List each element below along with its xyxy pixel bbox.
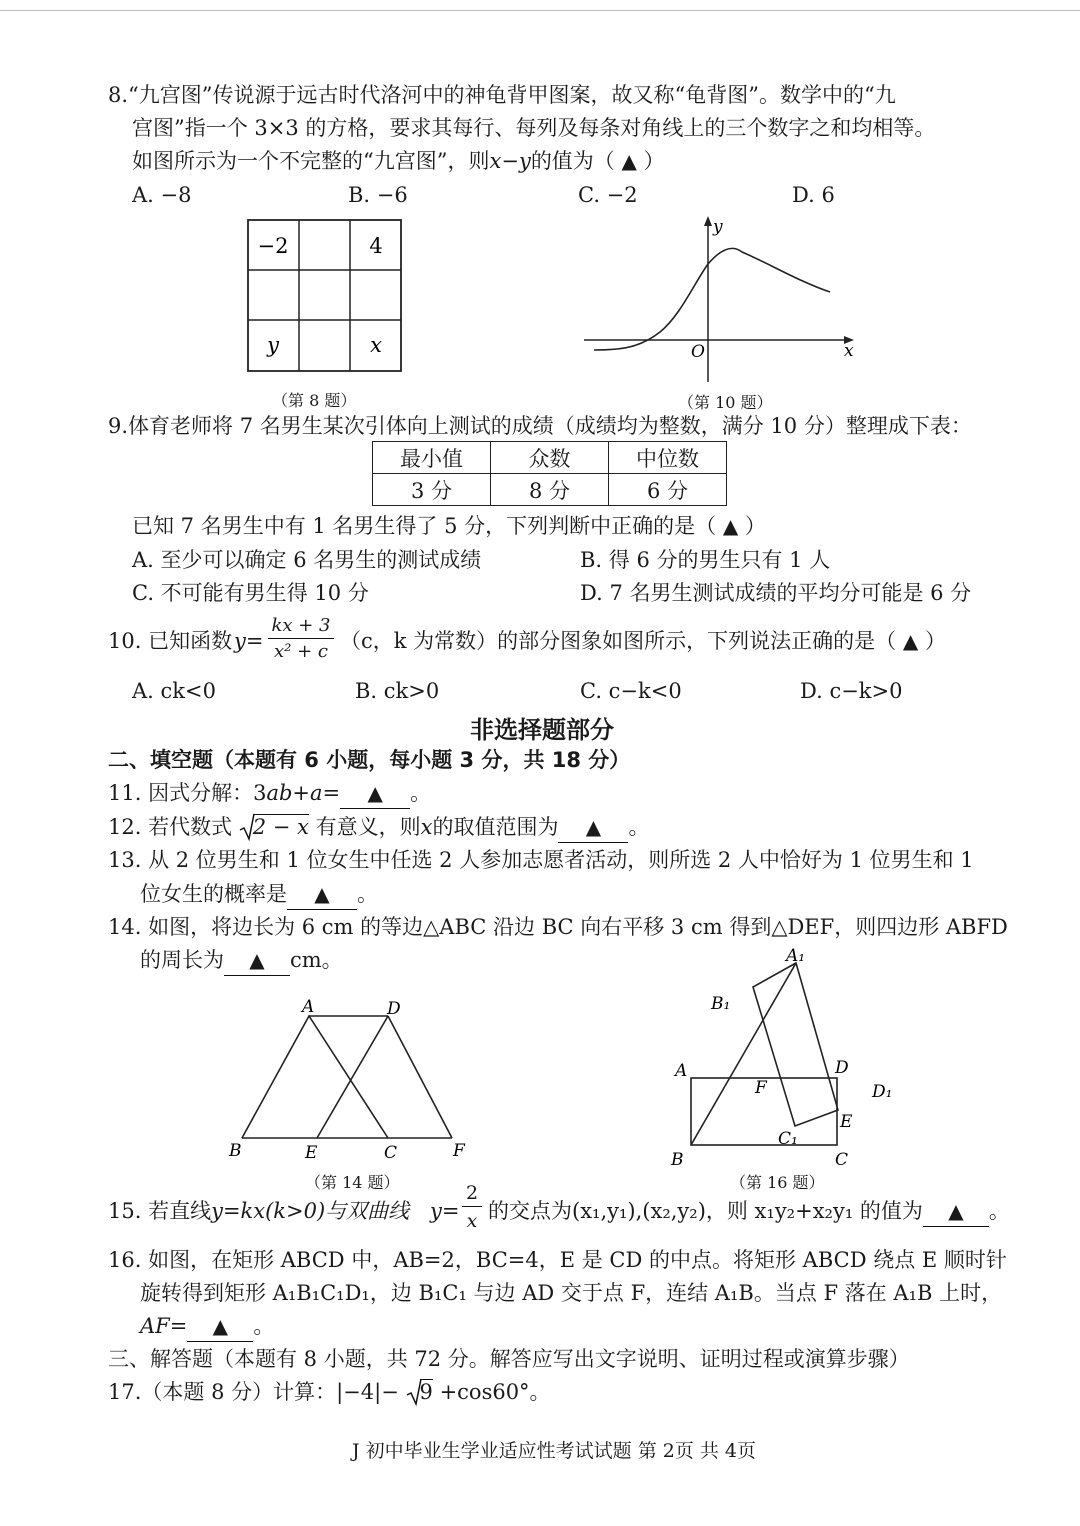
graph-x-label: x — [844, 341, 854, 361]
grid-cell-r1c1: −2 — [257, 234, 289, 258]
q14-label-a: A — [302, 997, 315, 1017]
q10-fraction: kx + 3 x² + c — [268, 614, 334, 665]
answer-mark: ▲ — [722, 514, 739, 538]
q17: 17.（本题 8 分）计算：|−4|− 9 +cos60°。 — [108, 1377, 551, 1407]
magic-square-grid — [246, 218, 404, 374]
q8-caption: （第 8 题） — [272, 391, 357, 410]
top-rule — [0, 10, 1080, 11]
q9-option-c: C. 不可能有男生得 10 分 — [132, 581, 369, 605]
answer-blank: ▲ — [948, 1199, 964, 1223]
answer-blank: ▲ — [585, 815, 602, 839]
answer-blank: ▲ — [367, 781, 383, 805]
graph-y-label: y — [713, 217, 723, 237]
sqrt-expression: 2 − x — [239, 812, 309, 842]
q10-option-a: A. ck<0 — [132, 679, 216, 703]
q8-line1: 8.“九宫图”传说源于远古时代洛河中的神龟背甲图案，故又称“龟背图”。数学中的“九 — [108, 83, 896, 107]
grid-cell-r3c1: y — [267, 333, 279, 357]
q10-option-b: B. ck>0 — [355, 679, 440, 703]
table-header-mode: 众数 — [491, 442, 609, 474]
grid-cell-r3c3: x — [370, 333, 382, 357]
table-value-min: 3 分 — [373, 474, 491, 506]
answer-blank: ▲ — [212, 1314, 229, 1338]
q10-suffix: （c，k 为常数）的部分图象如图所示，下列说法正确的是（ ▲ ） — [340, 629, 946, 653]
q9-option-d: D. 7 名男生测试成绩的平均分可能是 6 分 — [580, 581, 972, 605]
q8-option-a: A. −8 — [132, 183, 192, 207]
q8-option-b: B. −6 — [348, 183, 408, 207]
q14-translated-triangles — [222, 990, 482, 1165]
q9-option-a: A. 至少可以确定 6 名男生的测试成绩 — [132, 548, 482, 572]
q9-line2: 已知 7 名男生中有 1 名男生得了 5 分，下列判断中正确的是（ ▲ ） — [132, 514, 766, 538]
q10-y-eq: y= — [234, 629, 264, 653]
q16-label-d1: D₁ — [872, 1082, 893, 1102]
answer-blank: ▲ — [314, 882, 330, 906]
q16-line1: 16. 如图，在矩形 ABCD 中，AB=2，BC=4，E 是 CD 的中点。将矩形 ABCD 绕点 E 顺时针 — [108, 1248, 1007, 1272]
q16-label-b: B — [671, 1150, 684, 1167]
table-value-mode: 8 分 — [491, 474, 609, 506]
q16-label-a: A — [675, 1061, 688, 1081]
q16-label-a1: A₁ — [786, 946, 806, 966]
q14-line1: 14. 如图，将边长为 6 cm 的等边△ABC 沿边 BC 向右平移 3 cm 得到△DEF，则四边形 ABFD — [108, 915, 1008, 939]
q13-line2: 位女生的概率是 ▲ 。 — [140, 879, 378, 910]
table-value-median: 6 分 — [609, 474, 727, 506]
q10-function-graph — [580, 212, 860, 387]
q14-label-b: B — [229, 1141, 242, 1161]
q16-rotated-rectangles — [665, 945, 905, 1167]
q16-label-c1: C₁ — [778, 1129, 798, 1149]
q13-line1: 13. 从 2 位男生和 1 位女生中任选 2 人参加志愿者活动，则所选 2 人中恰好为 1 位男生和 1 — [108, 848, 974, 872]
q14-line2: 的周长为 ▲ cm。 — [140, 945, 343, 976]
section-3-heading: 三、解答题（本题有 8 小题，共 72 分。解答应写出文字说明、证明过程或演算步骤） — [108, 1347, 910, 1371]
q16-label-e: E — [840, 1112, 853, 1132]
q10-option-d: D. c−k>0 — [800, 679, 903, 703]
q8-option-c: C. −2 — [578, 183, 638, 207]
answer-mark: ▲ — [621, 149, 637, 173]
q16-label-b1: B₁ — [711, 994, 731, 1014]
section-title: 非选择题部分 — [470, 716, 614, 744]
answer-blank: ▲ — [249, 948, 265, 972]
q9-stem: 9.体育老师将 7 名男生某次引体向上测试的成绩（成绩均为整数，满分 10 分）整理成下表： — [108, 414, 972, 438]
q14-label-d: D — [387, 999, 401, 1019]
q8-line3: 如图所示为一个不完整的“九宫图”，则x−y的值为（ ▲ ） — [132, 149, 665, 173]
answer-mark: ▲ — [902, 629, 919, 653]
q15-y-eq: y= — [430, 1199, 460, 1223]
q9-option-b: B. 得 6 分的男生只有 1 人 — [580, 548, 831, 572]
q16-line2: 旋转得到矩形 A₁B₁C₁D₁，边 B₁C₁ 与边 AD 交于点 F，连结 A₁B。当点 F 落在 A₁B 上时， — [140, 1281, 1003, 1305]
page-footer: J 初中毕业生学业适应性考试试题 第 2页 共 4页 — [352, 1440, 756, 1462]
q10-prefix: 10. 已知函数 — [108, 629, 233, 653]
q16-line3: AF= ▲ 。 — [140, 1311, 274, 1342]
q15-part2: 的交点为(x₁,y₁),(x₂,y₂)，则 x₁y₂+x₂y₁ 的值为 ▲ 。 — [488, 1196, 1010, 1227]
table-header-median: 中位数 — [609, 442, 727, 474]
q14-caption: （第 14 题） — [305, 1173, 400, 1192]
q10-option-c: C. c−k<0 — [580, 679, 682, 703]
grid-cell-r1c3: 4 — [369, 234, 383, 258]
q16-label-c: C — [835, 1150, 849, 1167]
q11: 11. 因式分解：3ab+a= ▲ 。 — [108, 778, 431, 809]
graph-origin-label: O — [691, 342, 705, 362]
q14-label-c: C — [384, 1143, 398, 1163]
section-2-heading: 二、填空题（本题有 6 小题，每小题 3 分，共 18 分） — [108, 748, 631, 772]
q16-caption: （第 16 题） — [730, 1173, 825, 1192]
q16-label-f: F — [755, 1078, 767, 1098]
table-header-min: 最小值 — [373, 442, 491, 474]
q8-line2: 宫图”指一个 3×3 的方格，要求其每行、每列及每条对角线上的三个数字之和均相等。 — [132, 116, 936, 140]
q15-part1: 15. 若直线y=kx(k>0)与双曲线 — [108, 1199, 410, 1223]
q14-label-f: F — [453, 1141, 465, 1161]
q16-label-d: D — [835, 1058, 849, 1078]
q8-option-d: D. 6 — [792, 183, 835, 207]
sqrt-expression: 9 — [406, 1377, 433, 1407]
q14-label-e: E — [305, 1143, 318, 1163]
q12: 12. 若代数式 2 − x 有意义，则x的取值范围为 ▲ 。 — [108, 812, 649, 843]
score-table — [372, 441, 727, 506]
q15-fraction: 2 x — [462, 1180, 482, 1235]
q10-caption: （第 10 题） — [678, 393, 773, 412]
